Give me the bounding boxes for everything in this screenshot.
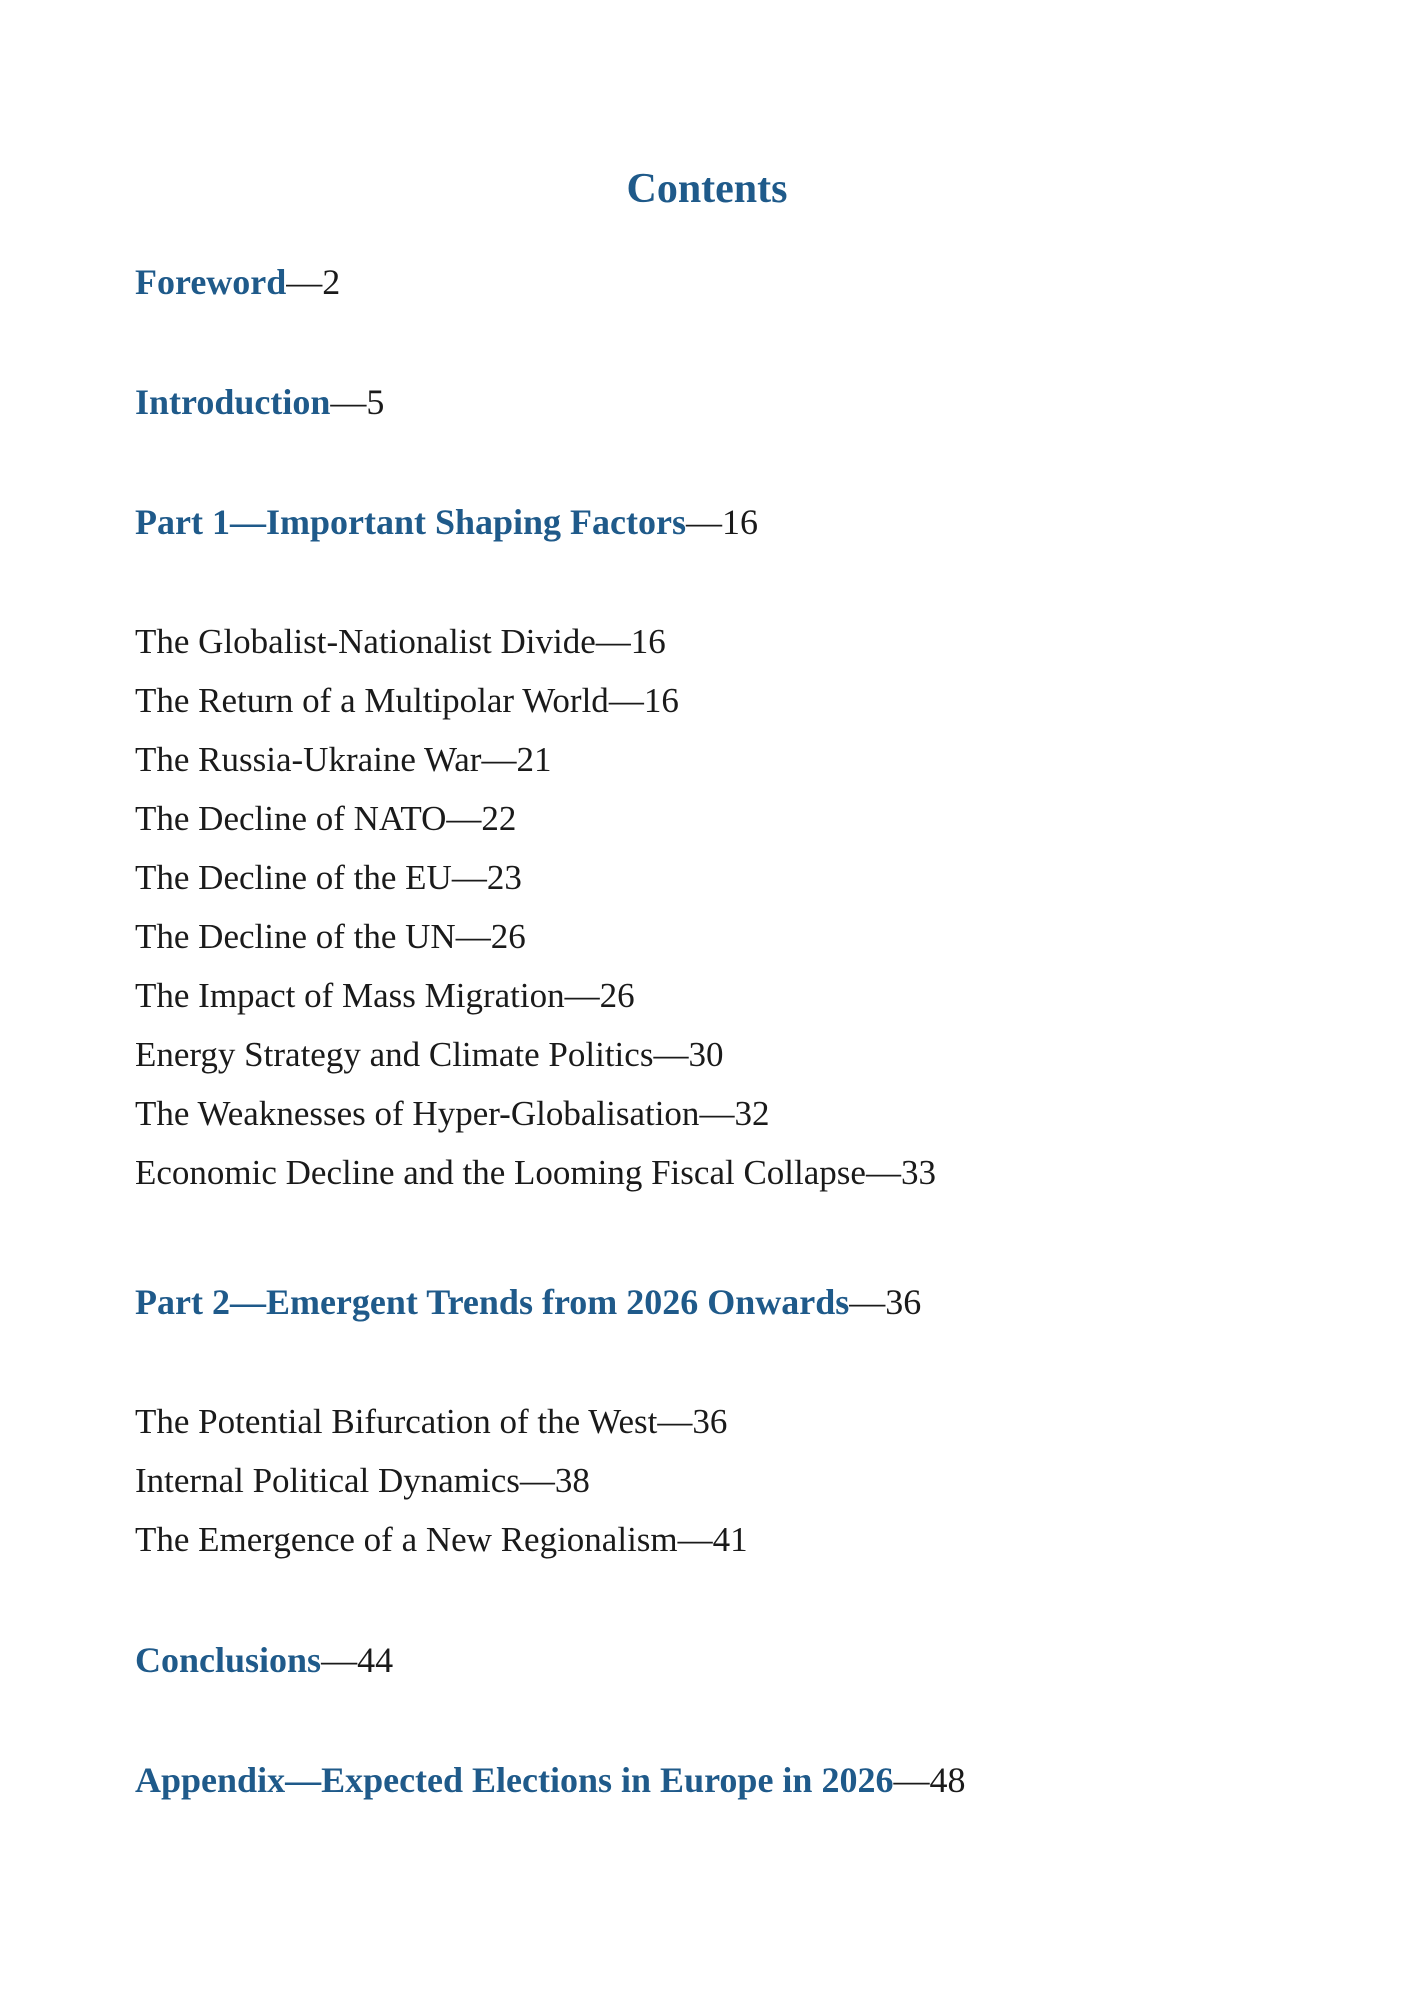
toc-page-number: 26 bbox=[599, 976, 635, 1015]
toc-subheading: The Return of a Multipolar World bbox=[135, 681, 609, 720]
toc-separator: — bbox=[893, 1760, 930, 1800]
toc-separator: — bbox=[595, 622, 631, 661]
toc-separator: — bbox=[677, 1520, 713, 1559]
toc-heading: Appendix—Expected Elections in Europe in 2026 bbox=[135, 1760, 894, 1800]
toc-entry-decline-eu[interactable] bbox=[135, 858, 522, 898]
toc-subheading: The Potential Bifurcation of the West bbox=[135, 1402, 658, 1441]
toc-page-number: 22 bbox=[481, 799, 517, 838]
toc-heading: Part 1—Important Shaping Factors bbox=[135, 502, 686, 542]
toc-separator: — bbox=[849, 1282, 886, 1322]
toc-page-number: 23 bbox=[486, 858, 522, 897]
toc-separator: — bbox=[455, 917, 491, 956]
toc-separator: — bbox=[330, 382, 367, 422]
toc-separator: — bbox=[686, 502, 722, 542]
toc-subheading: The Impact of Mass Migration bbox=[135, 976, 565, 1015]
toc-separator: — bbox=[451, 858, 487, 897]
toc-page-number: 41 bbox=[712, 1520, 748, 1559]
toc-subheading: The Decline of NATO bbox=[135, 799, 447, 838]
page-title: Contents bbox=[626, 166, 788, 213]
toc-subheading: The Decline of the EU bbox=[135, 858, 452, 897]
toc-entry-bifurcation-west[interactable] bbox=[135, 1402, 727, 1442]
toc-separator: — bbox=[321, 1640, 358, 1680]
toc-page-number: 36 bbox=[885, 1282, 922, 1322]
toc-entry-decline-un[interactable] bbox=[135, 917, 526, 957]
toc-page-number: 21 bbox=[516, 740, 552, 779]
toc-heading: Part 2—Emergent Trends from 2026 Onwards bbox=[135, 1282, 850, 1322]
toc-page-number: 32 bbox=[734, 1094, 770, 1133]
toc-entry-decline-nato[interactable] bbox=[135, 799, 516, 839]
toc-subheading: Economic Decline and the Looming Fiscal Collapse bbox=[135, 1153, 866, 1192]
toc-separator: — bbox=[519, 1461, 555, 1500]
toc-entry-part-1[interactable] bbox=[135, 502, 758, 542]
toc-entry-part-2[interactable] bbox=[135, 1282, 921, 1322]
toc-separator: — bbox=[865, 1153, 901, 1192]
toc-separator: — bbox=[657, 1402, 693, 1441]
toc-page-number: 38 bbox=[554, 1461, 590, 1500]
toc-separator: — bbox=[699, 1094, 735, 1133]
toc-entry-globalist-nationalist-divide[interactable] bbox=[135, 622, 666, 662]
toc-subheading: Energy Strategy and Climate Politics bbox=[135, 1035, 654, 1074]
toc-entry-foreword[interactable] bbox=[135, 262, 340, 302]
toc-page-number: 2 bbox=[322, 262, 341, 302]
toc-entry-internal-political-dynamics[interactable] bbox=[135, 1461, 590, 1501]
toc-entry-multipolar-world[interactable] bbox=[135, 681, 679, 721]
toc-entry-appendix[interactable] bbox=[135, 1760, 965, 1800]
toc-entry-mass-migration[interactable] bbox=[135, 976, 635, 1016]
toc-page-number: 26 bbox=[490, 917, 526, 956]
toc-entry-new-regionalism[interactable] bbox=[135, 1520, 748, 1560]
toc-page-number: 5 bbox=[366, 382, 385, 422]
toc-page-number: 30 bbox=[688, 1035, 724, 1074]
toc-page-number: 44 bbox=[357, 1640, 394, 1680]
toc-separator: — bbox=[564, 976, 600, 1015]
toc-separator: — bbox=[481, 740, 517, 779]
toc-entry-russia-ukraine-war[interactable] bbox=[135, 740, 551, 780]
toc-separator: — bbox=[446, 799, 482, 838]
toc-subheading: The Russia-Ukraine War bbox=[135, 740, 482, 779]
toc-page-number: 16 bbox=[722, 502, 758, 542]
toc-heading: Foreword bbox=[135, 262, 287, 302]
toc-page-number: 48 bbox=[929, 1760, 966, 1800]
toc-subheading: Internal Political Dynamics bbox=[135, 1461, 520, 1500]
toc-subheading: The Weaknesses of Hyper-Globalisation bbox=[135, 1094, 700, 1133]
toc-subheading: The Globalist-Nationalist Divide bbox=[135, 622, 596, 661]
toc-heading: Introduction bbox=[135, 382, 331, 422]
toc-subheading: The Emergence of a New Regionalism bbox=[135, 1520, 678, 1559]
toc-separator: — bbox=[653, 1035, 689, 1074]
toc-page-number: 33 bbox=[900, 1153, 936, 1192]
toc-separator: — bbox=[608, 681, 644, 720]
toc-page-number: 36 bbox=[692, 1402, 728, 1441]
toc-page-number: 16 bbox=[643, 681, 679, 720]
toc-entry-introduction[interactable] bbox=[135, 382, 384, 422]
toc-separator: — bbox=[286, 262, 323, 302]
toc-heading: Conclusions bbox=[135, 1640, 322, 1680]
toc-subheading: The Decline of the UN bbox=[135, 917, 456, 956]
toc-entry-economic-decline[interactable] bbox=[135, 1153, 936, 1193]
toc-entry-hyper-globalisation[interactable] bbox=[135, 1094, 769, 1134]
toc-entry-energy-strategy[interactable] bbox=[135, 1035, 723, 1075]
toc-entry-conclusions[interactable] bbox=[135, 1640, 393, 1680]
toc-page-number: 16 bbox=[630, 622, 666, 661]
